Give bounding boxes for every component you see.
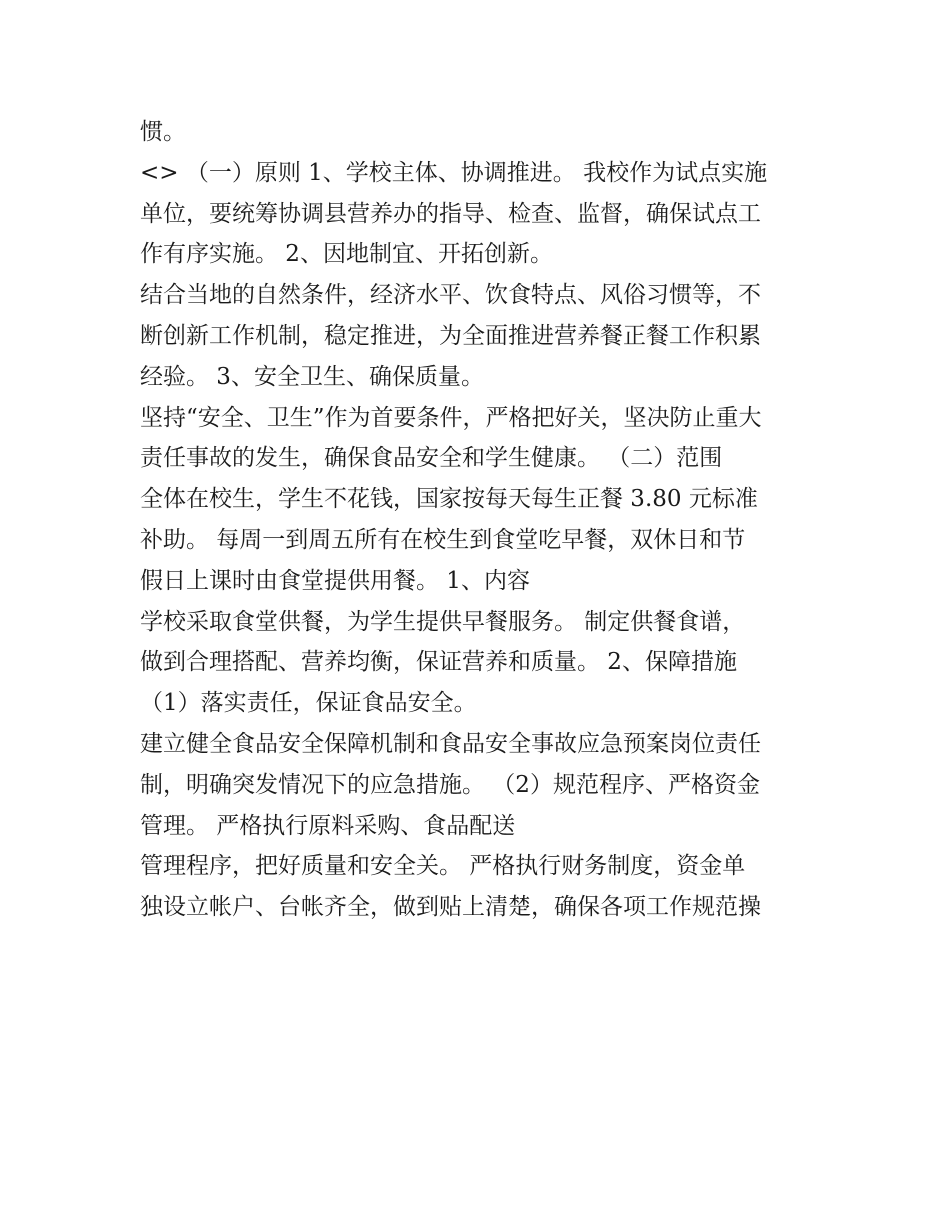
- text-line: 经验。 3、安全卫生、确保质量。: [140, 363, 484, 390]
- text-line: 单位，要统筹协调县营养办的指导、检查、监督，确保试点工: [140, 200, 761, 227]
- document-body: [140, 112, 820, 928]
- text-line: 惯。: [140, 119, 186, 145]
- text-line: 补助。 每周一到周五所有在校生到食堂吃早餐，双休日和节: [140, 526, 746, 553]
- text-line: <> （一）原则 1、学校主体、协调推进。 我校作为试点实施: [140, 159, 768, 186]
- text-line: 学校采取食堂供餐，为学生提供早餐服务。 制定供餐食谱，: [140, 608, 746, 635]
- text-line: 作有序实施。 2、因地制宜、开拓创新。: [140, 241, 553, 268]
- text-line: 假日上课时由食堂提供用餐。 1、内容: [140, 567, 530, 594]
- text-line: 建立健全食品安全保障机制和食品安全事故应急预案岗位责任: [140, 730, 761, 757]
- text-line: 全体在校生，学生不花钱，国家按每天每生正餐 3.80 元标准: [140, 486, 758, 513]
- text-line: 责任事故的发生，确保食品安全和学生健康。 （二）范围: [140, 445, 723, 472]
- text-line: 管理。 严格执行原料采购、食品配送: [140, 812, 516, 839]
- text-line: 做到合理搭配、营养均衡，保证营养和质量。 2、保障措施: [140, 649, 737, 676]
- text-line: 断创新工作机制，稳定推进，为全面推进营养餐正餐工作积累: [140, 322, 761, 349]
- text-line: 管理程序，把好质量和安全关。 严格执行财务制度，资金单: [140, 853, 746, 880]
- text-line: 坚持“安全、卫生”作为首要条件，严格把好关，坚决防止重大: [140, 404, 762, 431]
- text-line: （1）落实责任，保证食品安全。: [140, 690, 477, 717]
- text-line: 独设立帐户、台帐齐全，做到贴上清楚，确保各项工作规范操: [140, 894, 761, 921]
- text-line: 制，明确突发情况下的应急措施。 （2）规范程序、严格资金: [140, 771, 760, 798]
- text-line: 结合当地的自然条件，经济水平、饮食特点、风俗习惯等，不: [140, 282, 761, 309]
